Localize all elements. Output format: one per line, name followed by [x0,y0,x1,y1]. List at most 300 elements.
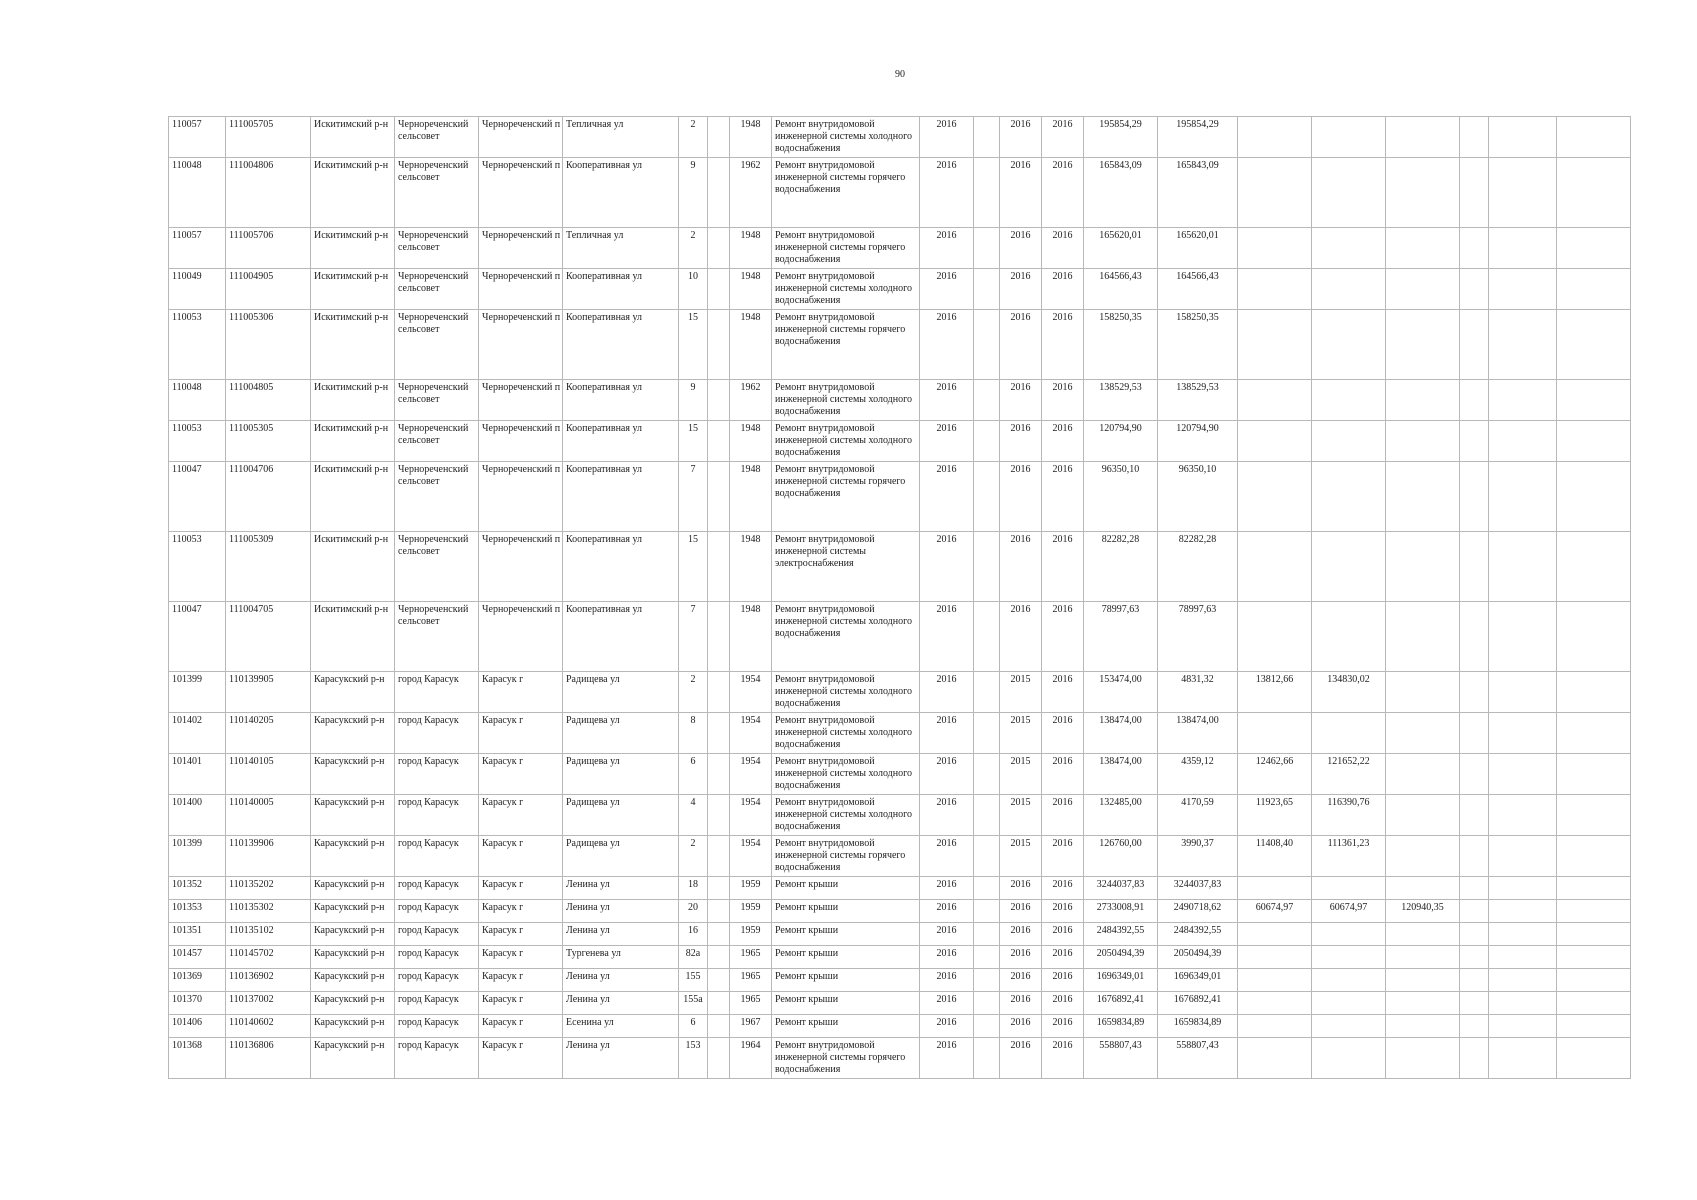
cost-col-18-cell [1312,877,1386,900]
plan-year-cell: 2016 [920,836,974,877]
work-type-cell: Ремонт внутридомовой инженерной системы холодного водоснабжения [772,795,920,836]
start-year-cell: 2015 [1000,672,1042,713]
table-row [169,117,1631,158]
municipality-cell: Чернореченский сельсовет [395,228,479,269]
build-year-cell: 1954 [730,795,772,836]
build-year-cell: 1959 [730,923,772,946]
build-year-cell: 1948 [730,532,772,602]
locality-cell: Чернореченский п [479,462,563,532]
table-row [169,1038,1631,1079]
end-year-cell: 2016 [1042,754,1084,795]
end-year-cell: 2016 [1042,380,1084,421]
district-cell: Карасукский р-н [311,713,395,754]
empty-cell [974,969,1000,992]
street-cell: Ленина ул [563,1038,679,1079]
cost-col-20-cell [1460,602,1489,672]
locality-cell: Чернореченский п [479,269,563,310]
cost-col-22-cell [1557,532,1631,602]
work-id-cell: 111004905 [226,269,311,310]
work-type-cell: Ремонт крыши [772,992,920,1015]
total-cost-cell: 1696349,01 [1084,969,1158,992]
locality-cell: Чернореченский п [479,532,563,602]
work-id-cell: 111005706 [226,228,311,269]
empty-cell [974,117,1000,158]
cost-col-17-cell [1238,117,1312,158]
start-year-cell: 2015 [1000,713,1042,754]
house-id-cell: 110049 [169,269,226,310]
plan-year-cell: 2016 [920,117,974,158]
total-cost-cell: 2733008,91 [1084,900,1158,923]
fund-cost-cell: 1676892,41 [1158,992,1238,1015]
cost-col-21-cell [1489,969,1557,992]
work-type-cell: Ремонт внутридомовой инженерной системы горячего водоснабжения [772,836,920,877]
empty-cell [974,1038,1000,1079]
end-year-cell: 2016 [1042,877,1084,900]
cost-col-18-cell [1312,992,1386,1015]
cost-col-22-cell [1557,923,1631,946]
cost-col-22-cell [1557,836,1631,877]
total-cost-cell: 2484392,55 [1084,923,1158,946]
build-year-cell: 1962 [730,158,772,228]
empty-cell [974,946,1000,969]
cost-col-17-cell [1238,421,1312,462]
cost-col-22-cell [1557,310,1631,380]
end-year-cell: 2016 [1042,672,1084,713]
build-year-cell: 1965 [730,969,772,992]
street-cell: Ленина ул [563,877,679,900]
building-cell [708,228,730,269]
cost-col-19-cell [1386,946,1460,969]
end-year-cell: 2016 [1042,1015,1084,1038]
start-year-cell: 2016 [1000,462,1042,532]
work-id-cell: 111005306 [226,310,311,380]
work-type-cell: Ремонт внутридомовой инженерной системы горячего водоснабжения [772,462,920,532]
cost-col-17-cell [1238,269,1312,310]
cost-col-22-cell [1557,969,1631,992]
work-id-cell: 110140005 [226,795,311,836]
empty-cell [974,713,1000,754]
cost-col-19-cell [1386,421,1460,462]
work-id-cell: 111005309 [226,532,311,602]
work-id-cell: 110136806 [226,1038,311,1079]
end-year-cell: 2016 [1042,462,1084,532]
empty-cell [974,923,1000,946]
build-year-cell: 1962 [730,380,772,421]
district-cell: Карасукский р-н [311,900,395,923]
fund-cost-cell: 4359,12 [1158,754,1238,795]
cost-col-21-cell [1489,462,1557,532]
cost-col-20-cell [1460,532,1489,602]
work-id-cell: 111005705 [226,117,311,158]
cost-col-21-cell [1489,900,1557,923]
street-cell: Кооперативная ул [563,158,679,228]
build-year-cell: 1948 [730,269,772,310]
table-row [169,310,1631,380]
end-year-cell: 2016 [1042,992,1084,1015]
work-type-cell: Ремонт внутридомовой инженерной системы холодного водоснабжения [772,117,920,158]
house-number-cell: 4 [679,795,708,836]
cost-col-20-cell [1460,836,1489,877]
house-number-cell: 10 [679,269,708,310]
cost-col-17-cell [1238,923,1312,946]
building-cell [708,923,730,946]
building-cell [708,1038,730,1079]
cost-col-19-cell [1386,532,1460,602]
table-row [169,836,1631,877]
total-cost-cell: 165843,09 [1084,158,1158,228]
cost-col-19-cell [1386,1038,1460,1079]
district-cell: Искитимский р-н [311,310,395,380]
cost-col-20-cell [1460,421,1489,462]
house-id-cell: 101370 [169,992,226,1015]
total-cost-cell: 195854,29 [1084,117,1158,158]
street-cell: Тургенева ул [563,946,679,969]
start-year-cell: 2016 [1000,969,1042,992]
total-cost-cell: 138474,00 [1084,713,1158,754]
start-year-cell: 2016 [1000,923,1042,946]
work-type-cell: Ремонт внутридомовой инженерной системы горячего водоснабжения [772,1038,920,1079]
house-id-cell: 101457 [169,946,226,969]
total-cost-cell: 126760,00 [1084,836,1158,877]
street-cell: Ленина ул [563,969,679,992]
cost-col-18-cell [1312,117,1386,158]
cost-col-21-cell [1489,836,1557,877]
cost-col-20-cell [1460,900,1489,923]
table-row [169,462,1631,532]
build-year-cell: 1954 [730,754,772,795]
municipality-cell: город Карасук [395,754,479,795]
start-year-cell: 2016 [1000,269,1042,310]
start-year-cell: 2016 [1000,877,1042,900]
work-type-cell: Ремонт внутридомовой инженерной системы холодного водоснабжения [772,672,920,713]
cost-col-20-cell [1460,380,1489,421]
house-number-cell: 20 [679,900,708,923]
start-year-cell: 2016 [1000,380,1042,421]
cost-col-20-cell [1460,1038,1489,1079]
end-year-cell: 2016 [1042,158,1084,228]
district-cell: Карасукский р-н [311,877,395,900]
cost-col-21-cell [1489,532,1557,602]
street-cell: Кооперативная ул [563,602,679,672]
house-id-cell: 110048 [169,380,226,421]
work-id-cell: 110135102 [226,923,311,946]
empty-cell [974,158,1000,228]
fund-cost-cell: 4831,32 [1158,672,1238,713]
fund-cost-cell: 138529,53 [1158,380,1238,421]
cost-col-18-cell [1312,421,1386,462]
total-cost-cell: 1676892,41 [1084,992,1158,1015]
fund-cost-cell: 195854,29 [1158,117,1238,158]
cost-col-20-cell [1460,672,1489,713]
end-year-cell: 2016 [1042,900,1084,923]
cost-col-17-cell [1238,158,1312,228]
total-cost-cell: 138529,53 [1084,380,1158,421]
empty-cell [974,836,1000,877]
fund-cost-cell: 165620,01 [1158,228,1238,269]
total-cost-cell: 138474,00 [1084,754,1158,795]
locality-cell: Чернореченский п [479,158,563,228]
total-cost-cell: 120794,90 [1084,421,1158,462]
cost-col-18-cell [1312,228,1386,269]
build-year-cell: 1948 [730,602,772,672]
house-id-cell: 101400 [169,795,226,836]
work-type-cell: Ремонт внутридомовой инженерной системы холодного водоснабжения [772,421,920,462]
total-cost-cell: 132485,00 [1084,795,1158,836]
building-cell [708,117,730,158]
building-cell [708,877,730,900]
table-row [169,946,1631,969]
work-type-cell: Ремонт внутридомовой инженерной системы холодного водоснабжения [772,269,920,310]
cost-col-17-cell [1238,310,1312,380]
cost-col-22-cell [1557,158,1631,228]
empty-cell [974,269,1000,310]
cost-col-17-cell: 12462,66 [1238,754,1312,795]
building-cell [708,462,730,532]
district-cell: Карасукский р-н [311,1038,395,1079]
locality-cell: Чернореченский п [479,117,563,158]
cost-col-21-cell [1489,380,1557,421]
work-type-cell: Ремонт крыши [772,877,920,900]
work-type-cell: Ремонт крыши [772,969,920,992]
locality-cell: Чернореченский п [479,602,563,672]
cost-col-20-cell [1460,1015,1489,1038]
plan-year-cell: 2016 [920,228,974,269]
build-year-cell: 1954 [730,713,772,754]
table-row [169,923,1631,946]
street-cell: Радищева ул [563,836,679,877]
street-cell: Радищева ул [563,713,679,754]
work-id-cell: 110136902 [226,969,311,992]
work-type-cell: Ремонт крыши [772,923,920,946]
cost-col-22-cell [1557,900,1631,923]
building-cell [708,754,730,795]
build-year-cell: 1959 [730,900,772,923]
cost-col-21-cell [1489,672,1557,713]
plan-year-cell: 2016 [920,158,974,228]
empty-cell [974,795,1000,836]
house-number-cell: 155 [679,969,708,992]
build-year-cell: 1967 [730,1015,772,1038]
municipality-cell: город Карасук [395,1038,479,1079]
cost-col-18-cell [1312,946,1386,969]
cost-col-18-cell [1312,462,1386,532]
house-number-cell: 7 [679,462,708,532]
cost-col-21-cell [1489,117,1557,158]
house-number-cell: 2 [679,672,708,713]
table-row [169,969,1631,992]
street-cell: Радищева ул [563,795,679,836]
end-year-cell: 2016 [1042,946,1084,969]
municipality-cell: город Карасук [395,672,479,713]
fund-cost-cell: 96350,10 [1158,462,1238,532]
plan-year-cell: 2016 [920,946,974,969]
end-year-cell: 2016 [1042,421,1084,462]
cost-col-20-cell [1460,269,1489,310]
work-type-cell: Ремонт внутридомовой инженерной системы холодного водоснабжения [772,713,920,754]
cost-col-18-cell [1312,923,1386,946]
end-year-cell: 2016 [1042,923,1084,946]
fund-cost-cell: 1659834,89 [1158,1015,1238,1038]
plan-year-cell: 2016 [920,969,974,992]
locality-cell: Чернореченский п [479,310,563,380]
start-year-cell: 2016 [1000,900,1042,923]
plan-year-cell: 2016 [920,602,974,672]
building-cell [708,795,730,836]
house-number-cell: 9 [679,158,708,228]
work-type-cell: Ремонт внутридомовой инженерной системы горячего водоснабжения [772,228,920,269]
house-number-cell: 18 [679,877,708,900]
empty-cell [974,380,1000,421]
cost-col-21-cell [1489,269,1557,310]
cost-col-17-cell [1238,228,1312,269]
table-row [169,1015,1631,1038]
cost-col-19-cell: 120940,35 [1386,900,1460,923]
work-id-cell: 110135202 [226,877,311,900]
cost-col-20-cell [1460,462,1489,532]
fund-cost-cell: 120794,90 [1158,421,1238,462]
cost-col-18-cell [1312,532,1386,602]
plan-year-cell: 2016 [920,380,974,421]
house-id-cell: 110047 [169,602,226,672]
start-year-cell: 2016 [1000,1038,1042,1079]
fund-cost-cell: 158250,35 [1158,310,1238,380]
plan-year-cell: 2016 [920,992,974,1015]
work-type-cell: Ремонт внутридомовой инженерной системы холодного водоснабжения [772,380,920,421]
cost-col-20-cell [1460,969,1489,992]
total-cost-cell: 96350,10 [1084,462,1158,532]
plan-year-cell: 2016 [920,795,974,836]
fund-cost-cell: 138474,00 [1158,713,1238,754]
cost-col-21-cell [1489,877,1557,900]
cost-col-19-cell [1386,158,1460,228]
cost-col-17-cell: 11923,65 [1238,795,1312,836]
cost-col-20-cell [1460,158,1489,228]
cost-col-21-cell [1489,1038,1557,1079]
fund-cost-cell: 3244037,83 [1158,877,1238,900]
house-number-cell: 15 [679,532,708,602]
cost-col-20-cell [1460,795,1489,836]
empty-cell [974,754,1000,795]
end-year-cell: 2016 [1042,310,1084,380]
district-cell: Карасукский р-н [311,969,395,992]
plan-year-cell: 2016 [920,532,974,602]
house-number-cell: 2 [679,117,708,158]
plan-year-cell: 2016 [920,1038,974,1079]
table-row [169,532,1631,602]
table-row [169,158,1631,228]
cost-col-20-cell [1460,877,1489,900]
start-year-cell: 2016 [1000,532,1042,602]
house-id-cell: 101351 [169,923,226,946]
cost-col-17-cell [1238,946,1312,969]
cost-col-18-cell: 134830,02 [1312,672,1386,713]
plan-year-cell: 2016 [920,672,974,713]
locality-cell: Карасук г [479,923,563,946]
total-cost-cell: 558807,43 [1084,1038,1158,1079]
cost-col-22-cell [1557,602,1631,672]
cost-col-19-cell [1386,310,1460,380]
locality-cell: Карасук г [479,713,563,754]
work-id-cell: 110139906 [226,836,311,877]
fund-cost-cell: 2484392,55 [1158,923,1238,946]
cost-col-21-cell [1489,158,1557,228]
cost-col-18-cell [1312,602,1386,672]
cost-col-22-cell [1557,672,1631,713]
empty-cell [974,900,1000,923]
municipality-cell: город Карасук [395,877,479,900]
start-year-cell: 2016 [1000,117,1042,158]
cost-col-17-cell [1238,462,1312,532]
cost-col-17-cell [1238,713,1312,754]
house-id-cell: 110053 [169,310,226,380]
street-cell: Кооперативная ул [563,421,679,462]
table-row [169,602,1631,672]
building-cell [708,158,730,228]
cost-col-22-cell [1557,1015,1631,1038]
locality-cell: Карасук г [479,1015,563,1038]
cost-col-17-cell: 13812,66 [1238,672,1312,713]
start-year-cell: 2016 [1000,992,1042,1015]
cost-col-19-cell [1386,754,1460,795]
cost-col-17-cell: 11408,40 [1238,836,1312,877]
work-id-cell: 111004806 [226,158,311,228]
build-year-cell: 1948 [730,421,772,462]
empty-cell [974,602,1000,672]
plan-year-cell: 2016 [920,421,974,462]
cost-col-21-cell [1489,992,1557,1015]
district-cell: Искитимский р-н [311,380,395,421]
cost-col-19-cell [1386,923,1460,946]
municipality-cell: Чернореченский сельсовет [395,310,479,380]
building-cell [708,532,730,602]
street-cell: Кооперативная ул [563,462,679,532]
building-cell [708,310,730,380]
table-row [169,713,1631,754]
work-type-cell: Ремонт внутридомовой инженерной системы холодного водоснабжения [772,602,920,672]
cost-col-17-cell [1238,1038,1312,1079]
municipality-cell: Чернореченский сельсовет [395,158,479,228]
cost-col-19-cell [1386,1015,1460,1038]
end-year-cell: 2016 [1042,795,1084,836]
locality-cell: Карасук г [479,900,563,923]
cost-col-22-cell [1557,421,1631,462]
table-row [169,992,1631,1015]
total-cost-cell: 158250,35 [1084,310,1158,380]
cost-col-20-cell [1460,310,1489,380]
house-number-cell: 15 [679,421,708,462]
district-cell: Карасукский р-н [311,1015,395,1038]
fund-cost-cell: 82282,28 [1158,532,1238,602]
cost-col-20-cell [1460,754,1489,795]
cost-col-21-cell [1489,421,1557,462]
cost-col-19-cell [1386,602,1460,672]
municipality-cell: город Карасук [395,946,479,969]
table-row [169,795,1631,836]
work-type-cell: Ремонт внутридомовой инженерной системы холодного водоснабжения [772,754,920,795]
end-year-cell: 2016 [1042,532,1084,602]
locality-cell: Чернореченский п [479,380,563,421]
work-id-cell: 111004805 [226,380,311,421]
cost-col-18-cell: 116390,76 [1312,795,1386,836]
plan-year-cell: 2016 [920,900,974,923]
cost-col-20-cell [1460,923,1489,946]
empty-cell [974,877,1000,900]
work-type-cell: Ремонт внутридомовой инженерной системы электроснабжения [772,532,920,602]
work-type-cell: Ремонт крыши [772,946,920,969]
work-id-cell: 110135302 [226,900,311,923]
start-year-cell: 2016 [1000,602,1042,672]
end-year-cell: 2016 [1042,1038,1084,1079]
